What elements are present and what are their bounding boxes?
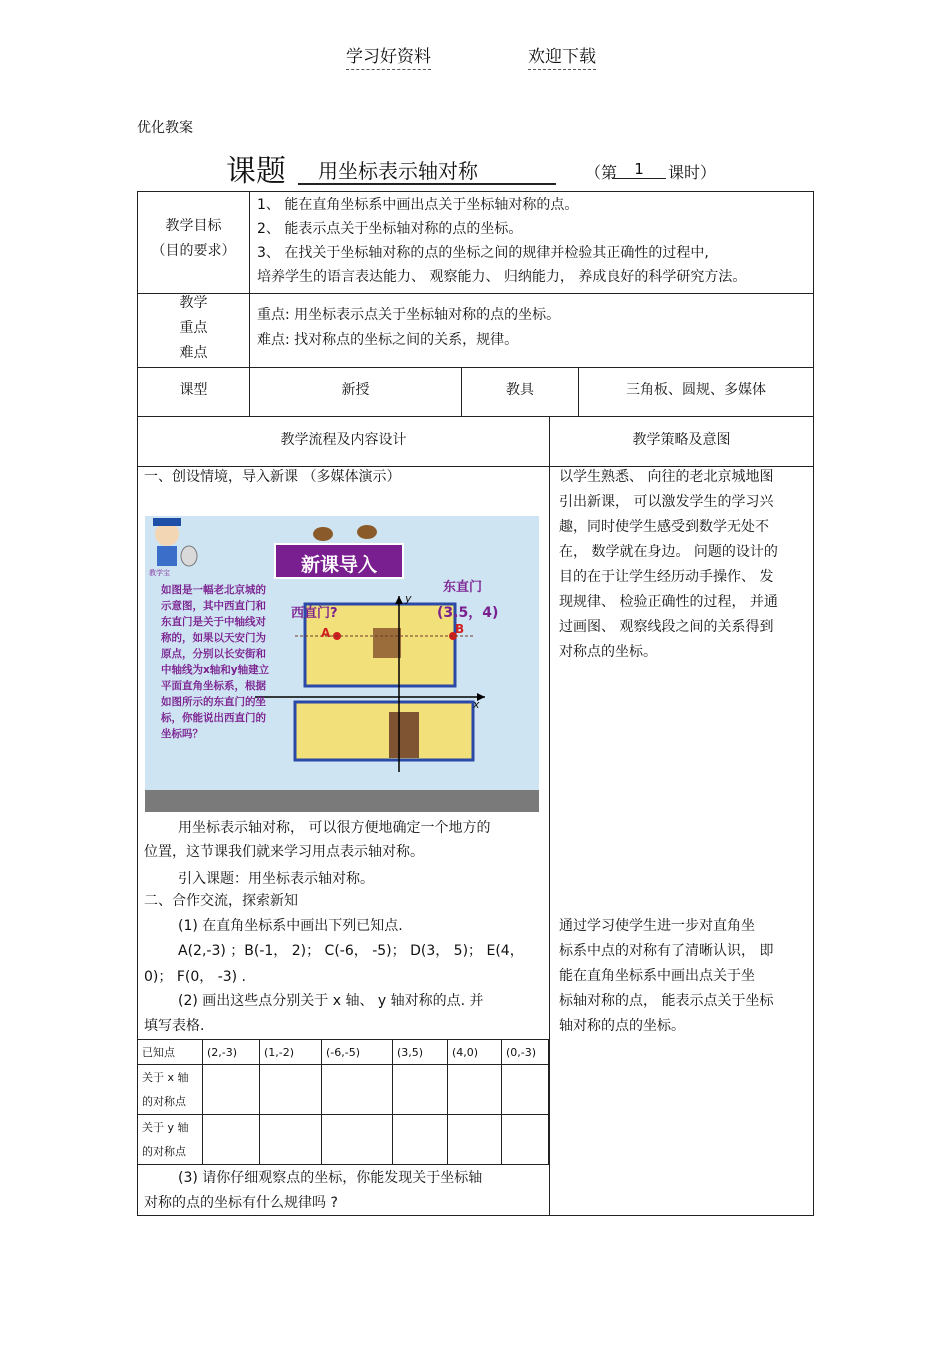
strategy-line: 通过学习使学生进一步对直角坐: [559, 918, 755, 934]
strategy-line: 对称点的坐标。: [559, 644, 657, 660]
keypoints-label: [138, 291, 249, 366]
strategy-line: 现规律、 检验正确性的过程， 并通: [559, 594, 778, 610]
table-cell-input[interactable]: [322, 1115, 393, 1165]
question-2a: (2) 画出这些点分别关于 x 轴、 y 轴对称的点. 并: [178, 993, 484, 1009]
keypoints-label-line: 难点: [179, 345, 208, 361]
goals-label-2: （目的要求）: [151, 243, 236, 259]
row-label-y: [138, 1115, 203, 1165]
strategy-line: 轴对称的点的坐标。: [559, 1018, 685, 1034]
goal-item: 1、 能在直角坐标系中画出点关于坐标轴对称的点。: [257, 197, 579, 213]
table-header-cell: (1,-2): [260, 1040, 322, 1065]
symmetry-table: [137, 1039, 549, 1165]
table-cell-input[interactable]: [393, 1065, 448, 1115]
slide-label-b: B: [455, 622, 465, 636]
row-label-line: 的对称点: [142, 1144, 186, 1158]
table-row: [138, 1115, 549, 1165]
table-header-row: [138, 1040, 549, 1065]
table-cell-input[interactable]: [260, 1065, 322, 1115]
difficult-point: 难点: 找对称点的坐标之间的关系，规律。: [257, 332, 519, 348]
slide-question: 如图是一幅老北京城的示意图，其中西直门和东直门是关于中轴线对称的，如果以天安门为原点，分别以长安街和中轴线为x轴和y轴建立平面直角坐标系，根据如图所示的东直门的坐标，你能说出西直门的坐标吗？: [161, 584, 270, 740]
goal-item: 3、 在找关于坐标轴对称的点的坐标之间的规律并检验其正确性的过程中,: [257, 245, 709, 261]
table-cell-input[interactable]: [448, 1115, 502, 1165]
slide-east-gate: 东直门: [443, 580, 483, 595]
slide-west-gate: 西直门?: [291, 606, 338, 621]
slide-mascot-label: 教学宝: [149, 569, 170, 577]
row-label-line: 的对称点: [142, 1094, 186, 1108]
keypoints-label-line: 重点: [179, 320, 208, 336]
row-label-line: 关于 y 轴: [142, 1120, 189, 1134]
course-tools-value: 三角板、圆规、多媒体: [626, 382, 766, 398]
table-cell-input[interactable]: [260, 1115, 322, 1165]
intro-topic: 引入课题：用坐标表示轴对称。: [178, 871, 374, 887]
table-header-cell: (3,5): [393, 1040, 448, 1065]
course-tools-label: 教具: [506, 382, 534, 398]
table-cell-input[interactable]: [203, 1115, 260, 1165]
keypoints-label-line: 教学: [179, 295, 208, 311]
strategy-line: 引出新课， 可以激发学生的学习兴: [559, 494, 774, 510]
question-2b: 填写表格.: [144, 1018, 205, 1034]
slide-title: 新课导入: [300, 554, 377, 576]
goal-item: 2、 能表示点关于坐标轴对称的点的坐标。: [257, 221, 523, 237]
course-type-value: 新授: [341, 382, 370, 398]
row-label-line: 关于 x 轴: [142, 1070, 189, 1084]
table-header-cell: (2,-3): [203, 1040, 260, 1065]
slide-axis-x: x: [473, 698, 480, 711]
table-row: [138, 1065, 549, 1115]
header-left: 学习好资料: [346, 42, 431, 70]
table-cell-input[interactable]: [322, 1065, 393, 1115]
table-cell-input[interactable]: [203, 1065, 260, 1115]
slide-label-a: A: [321, 626, 331, 640]
question-3a: (3) 请你仔细观察点的坐标，你能发现关于坐标轴: [178, 1170, 483, 1186]
row-label-x: [138, 1065, 203, 1115]
goals-label-1: 教学目标: [165, 218, 222, 234]
strategy-block-2: [559, 914, 809, 1039]
title-period-prefix: （第: [585, 163, 618, 182]
title-period-num: 1: [612, 160, 666, 179]
section-1-heading: 一、创设情境，导入新课 （多媒体演示）: [144, 469, 401, 485]
column-header-right: 教学策略及意图: [632, 432, 731, 448]
slide-image: [145, 516, 539, 812]
strategy-line: 过画图、 观察线段之间的关系得到: [559, 619, 774, 635]
para-1a: 用坐标表示轴对称， 可以很方便地确定一个地方的: [178, 820, 491, 836]
table-header-cell: (-6,-5): [322, 1040, 393, 1065]
strategy-line: 以学生熟悉、 向往的老北京城地图: [559, 469, 774, 485]
slide-east-coord: (3.5，4): [437, 605, 499, 621]
title-topic: 用坐标表示轴对称: [318, 159, 478, 183]
course-type-label: 课型: [179, 382, 208, 398]
question-1: (1) 在直角坐标系中画出下列已知点.: [178, 918, 403, 934]
table-header-cell: (0,-3): [502, 1040, 549, 1065]
title-period-suffix: 课时）: [668, 163, 717, 182]
goals-label: [138, 214, 249, 264]
strategy-line: 能在直角坐标系中画出点关于坐: [559, 968, 755, 984]
title-prefix: 课题: [226, 154, 286, 189]
section-2-heading: 二、合作交流，探索新知: [144, 893, 298, 909]
strategy-line: 目的在于让学生经历动手操作、 发: [559, 569, 774, 585]
doc-label: 优化教案: [137, 120, 193, 136]
strategy-line: 趣，同时使学生感受到数学无处不: [559, 519, 769, 535]
table-header-cell: 已知点: [138, 1040, 203, 1065]
key-point: 重点: 用坐标表示点关于坐标轴对称的点的坐标。: [257, 307, 561, 323]
header-right: 欢迎下载: [528, 42, 596, 70]
strategy-block-1: [559, 465, 809, 665]
table-cell-input[interactable]: [448, 1065, 502, 1115]
question-1-points-a: A(2,-3) ；B(-1， 2)； C(-6， -5)； D(3， 5)； E(4，: [178, 943, 524, 959]
question-3b: 对称的点的坐标有什么规律吗 ?: [144, 1195, 338, 1211]
strategy-line: 标系中点的对称有了清晰认识， 即: [559, 943, 774, 959]
table-header-cell: (4,0): [448, 1040, 502, 1065]
column-header-left: 教学流程及内容设计: [280, 432, 407, 448]
strategy-line: 标轴对称的点， 能表示点关于坐标: [559, 993, 774, 1009]
para-1b: 位置，这节课我们就来学习用点表示轴对称。: [144, 844, 424, 860]
goals-list: [257, 193, 809, 289]
goal-item: 培养学生的语言表达能力、 观察能力、 归纳能力， 养成良好的科学研究方法。: [257, 269, 747, 285]
table-cell-input[interactable]: [502, 1065, 549, 1115]
table-cell-input[interactable]: [502, 1115, 549, 1165]
table-cell-input[interactable]: [393, 1115, 448, 1165]
strategy-line: 在， 数学就在身边。 问题的设计的: [559, 544, 778, 560]
question-1-points-b: 0)； F(0， -3) .: [144, 969, 247, 985]
slide-axis-y: y: [405, 592, 412, 605]
